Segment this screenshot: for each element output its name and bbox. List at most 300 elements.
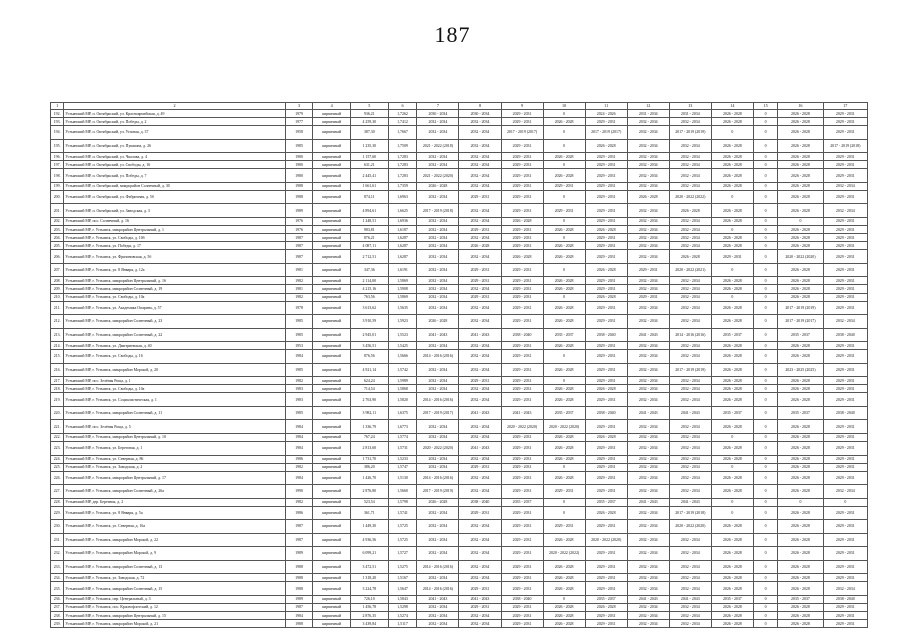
table-cell: 2029 - 2031 [585,242,627,250]
table-cell: 2026 - 2028 [711,161,753,169]
table-cell: 2032 - 2034 [627,612,669,620]
column-number-row [51,103,868,110]
table-cell: кирпичный [313,328,351,342]
row-number-cell: 200. [51,190,64,204]
table-cell: 2029 - 2031 [627,263,669,277]
table-cell: 2029 - 2031 [823,250,867,264]
table-cell: 2032 - 2034 [627,126,669,140]
table-cell: 2032 - 2034 [417,277,459,285]
table-cell: 2029 - 2031 [823,547,867,561]
address-cell: Устьянский МР, г. Устьянск, ул. Береговая, д. 1 [64,442,285,456]
table-cell: 0 [753,118,777,126]
row-number-cell: 210. [51,293,64,301]
table-cell: 2032 - 2034 [669,242,711,250]
table-cell: 2021 - 2022 (2020) [417,169,459,183]
table-cell: 2020 - 2022 (2020) [543,420,585,434]
row-number-cell: 239. [51,620,64,628]
table-cell: 2032 - 2034 [459,204,501,218]
table-cell: 1,7667 [388,126,417,140]
table-cell: 6 099,21 [350,547,388,561]
table-cell: 2029 - 2031 [501,506,543,520]
table-cell: 2029 - 2031 [585,182,627,190]
table-cell: 2032 - 2034 [417,153,459,161]
table-cell: 0 [753,110,777,118]
table-body [51,103,868,628]
row-number-cell: 209. [51,285,64,293]
table-cell: 1976 [285,226,313,234]
table-cell: 2026 - 2028 [711,442,753,456]
row-number-cell: 201. [51,204,64,218]
table-cell: 2026 - 2028 [778,204,823,218]
table-cell: 2032 - 2034 [669,182,711,190]
table-cell: 1,6287 [388,242,417,250]
table-cell: 2029 - 2031 [501,277,543,285]
table-cell: 2026 - 2028 [778,285,823,293]
table-cell: 0 [753,328,777,342]
table-cell: 0 [778,217,823,225]
table-cell: 2026 - 2028 [543,277,585,285]
table-cell: 2029 - 2031 [585,234,627,242]
table-cell: 1,7283 [388,169,417,183]
table-cell: 2026 - 2028 [711,234,753,242]
table-cell: 1977 [285,118,313,126]
address-cell: Устьянский МР, дер. Березник, д. 2 [64,498,285,506]
table-cell: 2032 - 2034 [459,350,501,364]
column-number: 16 [778,103,823,110]
row-number-cell: 234. [51,574,64,582]
column-number: 7 [417,103,459,110]
table-cell: 2 876,35 [350,612,388,620]
table-cell: 2029 - 2031 [823,190,867,204]
table-cell: 1,5233 [388,455,417,463]
table-cell: 2029 - 2031 [585,455,627,463]
table-cell: 2032 - 2034 [459,420,501,434]
table-cell: 2029 - 2031 [711,250,753,264]
table-cell: 3 224,78 [350,582,388,596]
table-cell: 1 426,70 [350,471,388,485]
table-cell: 2038 - 2040 [823,328,867,342]
table-cell: 347,36 [350,263,388,277]
table-cell: 2030 - 2034 [459,110,501,118]
table-cell: кирпичный [313,547,351,561]
table-row [51,182,868,190]
table-cell: 2026 - 2028 [711,574,753,582]
table-cell: 2041 - 2043 [627,328,669,342]
table-cell: 2026 - 2028 [711,118,753,126]
table-row [51,520,868,534]
address-cell: Устьянский МР, г. Устьянск, микрорайон Солнечный, д. 26а [64,485,285,499]
table-cell: 2032 - 2034 [459,393,501,407]
table-row [51,328,868,342]
table-cell: 1,7283 [388,161,417,169]
table-cell: 0 [543,217,585,225]
table-row [51,110,868,118]
table-cell: 1984 [285,433,313,441]
table-cell: 2029 - 2031 [823,620,867,628]
table-cell: 2026 - 2028 [585,385,627,393]
table-cell: 0 [753,363,777,377]
table-cell: 1982 [285,463,313,471]
table-cell: 2026 - 2028 [711,301,753,315]
table-cell: 0 [711,126,753,140]
table-cell: кирпичный [313,226,351,234]
table-cell: 2029 - 2031 [823,301,867,315]
table-cell: 2029 - 2031 [585,520,627,534]
table-cell: 2032 - 2034 [459,161,501,169]
column-number: 3 [285,103,313,110]
table-cell: 2032 - 2034 [669,315,711,329]
table-row [51,315,868,329]
table-cell: 0 [778,498,823,506]
table-cell: 2032 - 2034 [459,560,501,574]
address-cell: Устьянский МР, г. Устьянск, пос. Краснофлотский, д. 12 [64,603,285,611]
table-cell: 2020 - 2022 (2022) [669,190,711,204]
table-cell: 2026 - 2028 [711,485,753,499]
table-cell: 2038 - 2040 [459,498,501,506]
table-cell: 2032 - 2034 [459,520,501,534]
table-cell: 2032 - 2034 [627,471,669,485]
table-cell: 0 [753,263,777,277]
table-row [51,393,868,407]
table-cell: 2029 - 2031 [823,242,867,250]
table-cell: кирпичный [313,377,351,385]
table-cell: 2029 - 2031 [501,161,543,169]
table-row [51,603,868,611]
table-cell: 2035 - 2037 [778,595,823,603]
table-cell: 2029 - 2031 [585,190,627,204]
table-cell: 0 [753,377,777,385]
table-cell: 2032 - 2034 [823,485,867,499]
table-cell: 2029 - 2031 [501,533,543,547]
table-cell: 2029 - 2031 [585,315,627,329]
table-cell: 1981 [285,285,313,293]
table-cell: 2032 - 2034 [459,612,501,620]
table-cell: 2017 - 2019 (2017) [417,406,459,420]
table-cell: кирпичный [313,350,351,364]
table-cell: 1987 [285,250,313,264]
table-cell: кирпичный [313,582,351,596]
table-row [51,169,868,183]
table-cell: 2029 - 2031 [501,455,543,463]
table-cell: 2029 - 2031 [501,204,543,218]
table-cell: 2029 - 2031 [585,363,627,377]
address-cell: Устьянский МР, г. Устьянск, ул. Свободы, д. 10а [64,293,285,301]
table-cell: 2031 - 2034 [669,110,711,118]
table-cell: 0 [543,498,585,506]
table-cell: 2032 - 2034 [627,182,669,190]
row-number-cell: 197. [51,161,64,169]
table-cell: 2026 - 2028 [711,603,753,611]
table-cell: 2032 - 2034 [669,234,711,242]
table-cell: 2026 - 2028 [711,547,753,561]
row-number-cell: 235. [51,582,64,596]
table-cell: 2035 - 2037 [711,595,753,603]
address-cell: Устьянский МР, г. Устьянск, микрорайон Солнечный, д. 22 [64,328,285,342]
table-cell: 1,5117 [388,620,417,628]
table-cell: 1,6936 [388,217,417,225]
row-number-cell: 226. [51,471,64,485]
table-cell: 1,5298 [388,603,417,611]
table-cell: 2032 - 2034 [459,342,501,350]
table-cell: 2029 - 2031 [501,190,543,204]
table-cell: 624,24 [350,377,388,385]
table-cell: 0 [753,169,777,183]
table-cell: кирпичный [313,242,351,250]
table-cell: 2026 - 2028 [711,217,753,225]
table-cell: 1985 [285,139,313,153]
row-number-cell: 204. [51,234,64,242]
row-number-cell: 232. [51,547,64,561]
table-cell: 0 [711,263,753,277]
table-cell: 2032 - 2034 [459,547,501,561]
table-cell: 2029 - 2031 [501,620,543,628]
table-cell: 2032 - 2034 [669,433,711,441]
table-cell: 2029 - 2031 [501,363,543,377]
address-cell: Устьянский МР, п. Октябрьский, ул. Заводская, д. 3 [64,204,285,218]
table-cell: 2032 - 2034 [823,204,867,218]
table-cell: 2029 - 2031 [501,560,543,574]
table-cell: 0 [753,560,777,574]
table-cell: 2026 - 2028 [711,620,753,628]
table-cell: 2032 - 2034 [459,301,501,315]
table-cell: 1986 [285,506,313,520]
table-cell: 1990 [285,485,313,499]
table-cell: 2026 - 2028 [711,277,753,285]
table-cell: 2029 - 2031 [585,169,627,183]
table-cell: 2032 - 2034 [627,118,669,126]
table-cell: 2029 - 2031 [459,263,501,277]
address-cell: Устьянский МР, г. Устьянск, ул. Заводская, д. 2 [64,463,285,471]
table-cell: 0 [753,234,777,242]
table-cell: 3 910,59 [350,315,388,329]
table-cell: 2029 - 2031 [501,226,543,234]
address-cell: Устьянский МР, г. Устьянск, микрорайон Солнечный, д. 11 [64,406,285,420]
table-cell: 2029 - 2031 [501,377,543,385]
table-cell: 2029 - 2031 [501,169,543,183]
table-cell: 2041 - 2043 [459,595,501,603]
table-cell: 2029 - 2031 [823,533,867,547]
table-cell: 4 894,61 [350,204,388,218]
table-cell: 2026 - 2028 [711,560,753,574]
table-cell: 387,30 [350,126,388,140]
table-cell: 2029 - 2031 [823,118,867,126]
row-number-cell: 229. [51,506,64,520]
table-row [51,350,868,364]
row-number-cell: 199. [51,182,64,190]
table-cell: 2029 - 2031 [823,574,867,582]
table-cell: 1983 [285,393,313,407]
address-cell: Устьянский МР, г. Устьянск, ул. Северная, д. 86 [64,455,285,463]
table-cell: 2014 - 2016 (2016) [417,350,459,364]
table-cell: 2026 - 2028 [711,393,753,407]
table-cell: 1,5869 [388,293,417,301]
table-cell: 0 [753,620,777,628]
row-number-cell: 221. [51,420,64,434]
table-cell: 2032 - 2034 [627,217,669,225]
row-number-cell: 230. [51,520,64,534]
table-cell: 2029 - 2031 [585,204,627,218]
column-number: 13 [669,103,711,110]
address-cell: Устьянский МР, г. Устьянск, ул. Свободы, д. 10а [64,385,285,393]
address-cell: Устьянский МР, г. Устьянск, микрорайон Центральный, д. 10 [64,433,285,441]
table-cell: 0 [543,463,585,471]
table-row [51,612,868,620]
table-cell: 2 763,90 [350,393,388,407]
table-cell: 2029 - 2031 [585,442,627,456]
table-cell: 2029 - 2031 [823,442,867,456]
table-cell: 0 [543,126,585,140]
table-cell: кирпичный [313,406,351,420]
table-cell: 2026 - 2028 [669,204,711,218]
table-cell: 2026 - 2028 [711,533,753,547]
table-cell: 936,21 [350,110,388,118]
row-number-cell: 216. [51,363,64,377]
table-cell: 1,5731 [388,442,417,456]
row-number-cell: 193. [51,118,64,126]
table-cell: 2041 - 2043 [627,595,669,603]
table-cell: 2032 - 2034 [627,139,669,153]
table-cell: 2026 - 2028 [669,250,711,264]
table-cell: 2029 - 2031 [823,226,867,234]
table-cell: 2026 - 2028 [778,161,823,169]
table-cell: 2026 - 2028 [778,442,823,456]
table-cell: 386,20 [350,463,388,471]
table-cell: кирпичный [313,455,351,463]
table-cell: 2029 - 2031 [585,250,627,264]
table-cell: 2026 - 2028 [543,169,585,183]
table-cell: 2032 - 2034 [669,574,711,582]
table-cell: 2029 - 2031 [543,204,585,218]
table-cell: 2032 - 2034 [669,547,711,561]
table-row [51,118,868,126]
table-cell: 2026 - 2028 [543,533,585,547]
table-row [51,498,868,506]
table-cell: кирпичный [313,393,351,407]
table-cell: 2026 - 2028 [543,226,585,234]
row-number-cell: 217. [51,377,64,385]
table-cell: 2029 - 2031 [823,463,867,471]
table-cell: 2032 - 2034 [417,520,459,534]
table-cell: 2029 - 2031 [501,139,543,153]
table-cell: 2029 - 2031 [823,153,867,161]
table-cell: 1,5167 [388,574,417,582]
row-number-cell: 203. [51,226,64,234]
table-cell: 2029 - 2031 [501,153,543,161]
table-cell: 2041 - 2043 [459,328,501,342]
table-cell: 2029 - 2031 [501,385,543,393]
table-cell: 0 [753,350,777,364]
row-number-cell: 219. [51,393,64,407]
table-cell: 2032 - 2034 [627,385,669,393]
table-cell: 2026 - 2028 [543,442,585,456]
table-cell: 2032 - 2034 [459,182,501,190]
table-cell: 2017 - 2019 (2017) [501,126,543,140]
table-cell: 0 [711,293,753,301]
column-number: 15 [753,103,777,110]
table-cell: 2032 - 2034 [627,242,669,250]
table-cell: 2026 - 2028 [627,190,669,204]
address-cell: Устьянский МР, г. Устьянск, пер. Центральный, д. 3 [64,595,285,603]
row-number-cell: 238. [51,612,64,620]
column-number: 5 [350,103,388,110]
row-number-cell: 192. [51,110,64,118]
table-cell: кирпичный [313,315,351,329]
table-cell: 1,5666 [388,350,417,364]
table-cell: 2029 - 2031 [585,285,627,293]
table-cell: 2029 - 2031 [585,153,627,161]
table-cell: 2029 - 2031 [585,118,627,126]
table-cell: 2032 - 2034 [417,161,459,169]
table-cell: 2032 - 2034 [417,226,459,234]
table-cell: 1,5425 [388,342,417,350]
table-cell: 2032 - 2034 [669,471,711,485]
table-cell: 0 [753,126,777,140]
table-cell: кирпичный [313,612,351,620]
table-cell: 4 259,30 [350,118,388,126]
table-cell: 2029 - 2031 [823,433,867,441]
table-cell: 2032 - 2034 [417,377,459,385]
table-cell: 2032 - 2034 [627,250,669,264]
table-cell: 2029 - 2031 [585,342,627,350]
table-cell: кирпичный [313,385,351,393]
table-cell: 0 [753,242,777,250]
table-cell: кирпичный [313,603,351,611]
table-cell: 2026 - 2028 [711,455,753,463]
row-number-cell: 205. [51,242,64,250]
table-cell: 2026 - 2028 [543,118,585,126]
table-cell: 2032 - 2034 [627,277,669,285]
row-number-cell: 220. [51,406,64,420]
table-cell: кирпичный [313,463,351,471]
table-cell: 2029 - 2031 [543,485,585,499]
table-row [51,217,868,225]
table-cell: 2032 - 2034 [669,342,711,350]
table-cell: 1982 [285,277,313,285]
table-cell: 2026 - 2028 [778,582,823,596]
address-cell: Устьянский МР, г. Устьянск, микрорайон Солнечный, д. 15 [64,582,285,596]
table-cell: 2032 - 2034 [823,182,867,190]
row-number-cell: 213. [51,328,64,342]
table-cell: кирпичный [313,498,351,506]
row-number-cell: 207. [51,263,64,277]
table-cell: 2032 - 2034 [417,190,459,204]
table-cell: 2026 - 2028 [585,506,627,520]
table-cell: 2029 - 2031 [823,393,867,407]
address-cell: Устьянский МР, г. Устьянск, микрорайон Центральный, д. 15 [64,612,285,620]
table-cell: 2029 - 2031 [501,442,543,456]
table-cell: 2026 - 2028 [778,263,823,277]
table-cell: 2029 - 2031 [501,471,543,485]
table-cell: 1,5275 [388,560,417,574]
table-cell: 2026 - 2028 [778,463,823,471]
table-cell: 2021 - 2022 (2018) [417,139,459,153]
address-cell: Устьянский МР, г. Устьянск, микрорайон Морской, д. 22 [64,533,285,547]
table-cell: кирпичный [313,293,351,301]
table-cell: 2029 - 2031 [459,582,501,596]
table-cell: 3 472,51 [350,560,388,574]
table-cell: 2032 - 2034 [459,118,501,126]
table-cell: 2035 - 2037 [711,406,753,420]
table-cell: 1985 [285,315,313,329]
table-cell: 2026 - 2028 [711,342,753,350]
table-cell: 0 [543,110,585,118]
table-cell: 2029 - 2031 [459,603,501,611]
table-cell: 2032 - 2034 [417,533,459,547]
table-cell: 0 [753,485,777,499]
address-cell: Устьянский МР, г. Устьянск, ул. Северная, д. 16а [64,520,285,534]
table-cell: 2026 - 2028 [711,582,753,596]
table-row [51,250,868,264]
